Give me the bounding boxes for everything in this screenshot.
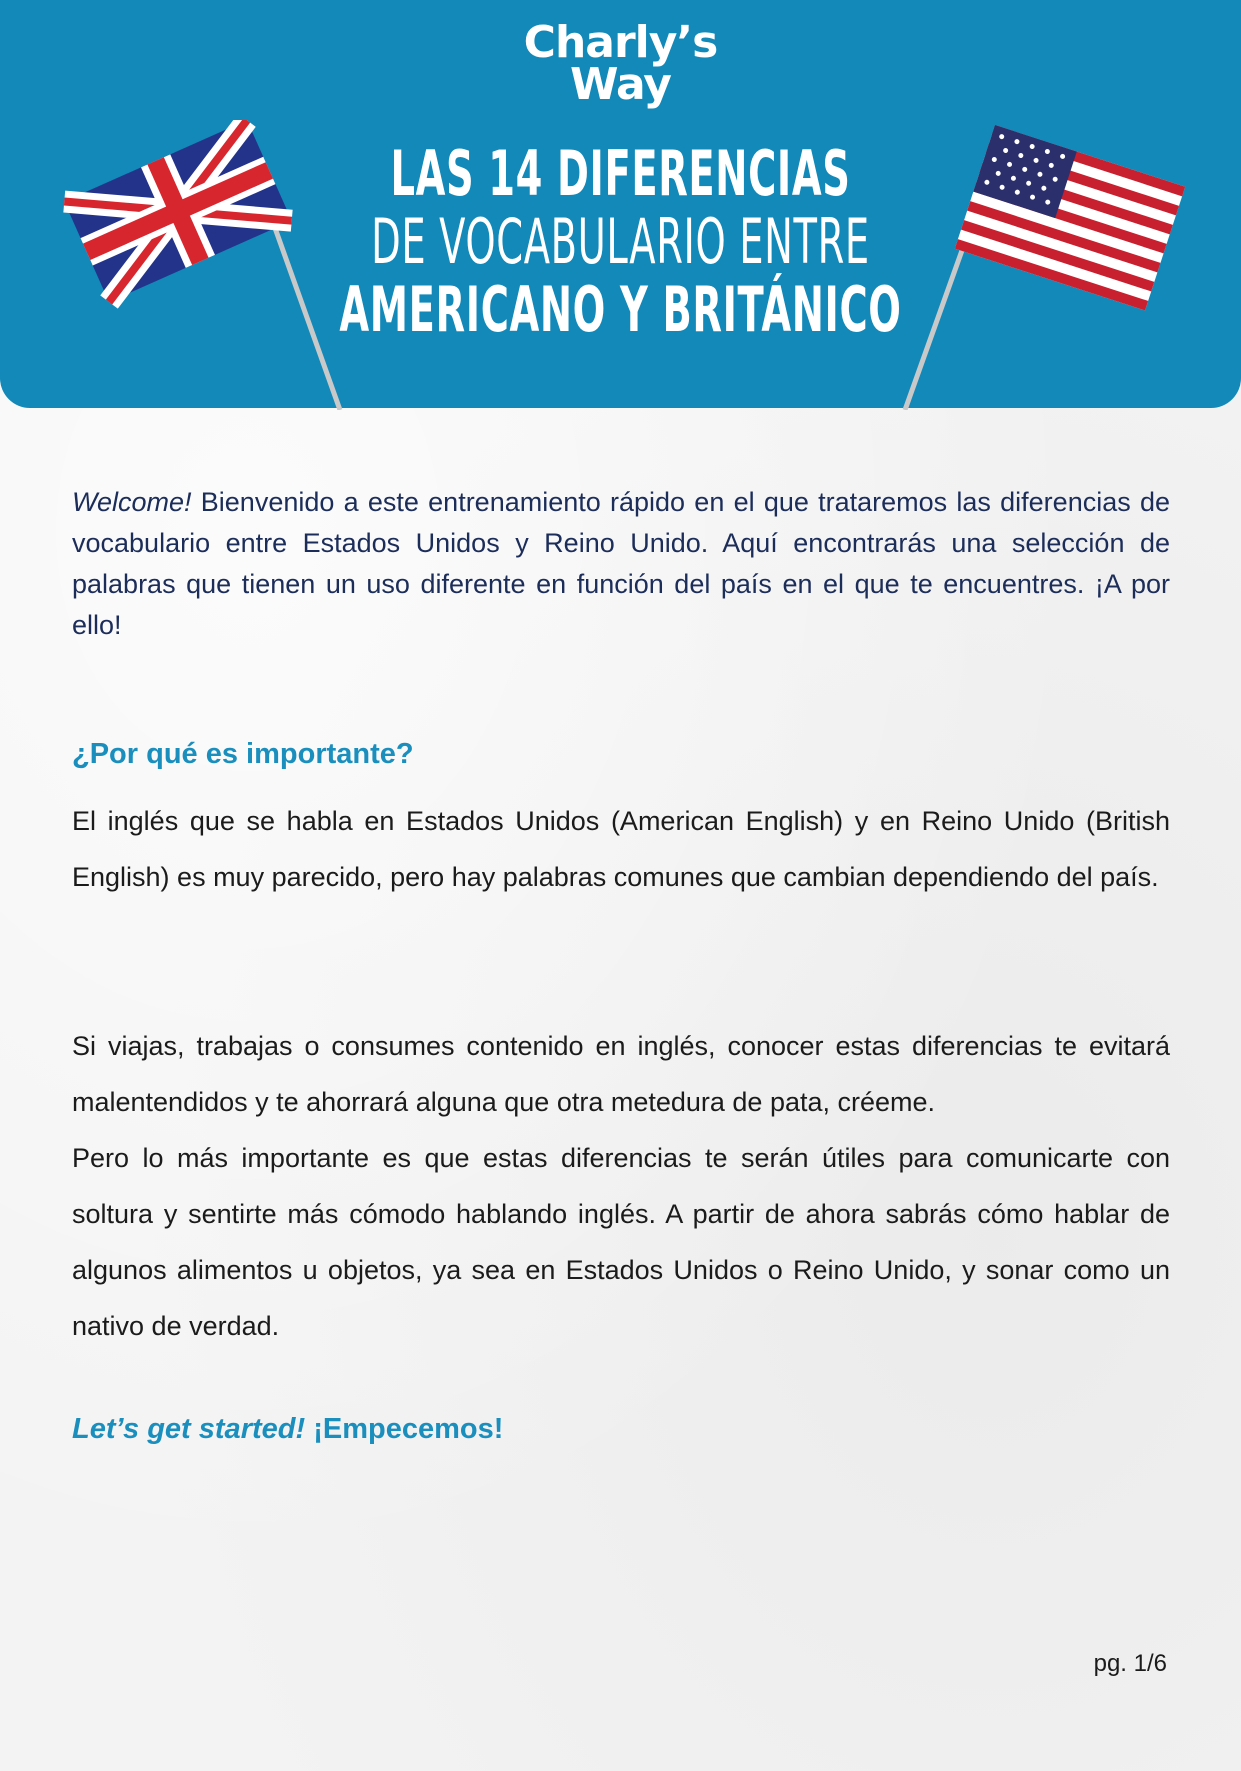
page-number: pg. 1/6 xyxy=(1093,1650,1167,1677)
paragraph-1: El inglés que se habla en Estados Unidos (American English) y en Reino Unido (British English) es muy parecido, pero hay palabras comunes que cambian dependiendo del país. xyxy=(72,806,1170,892)
intro-text: Bienvenido a este entrenamiento rápido en el que trataremos las diferencias de vocabulario entre Estados Unidos y Reino Unido. Aquí encontrarás una selección de palabras que tienen un uso diferente en función del país en el que te encuentres. ¡A por ello! xyxy=(72,487,1170,640)
intro-welcome: Welcome! xyxy=(72,487,192,517)
header-banner xyxy=(0,0,1241,408)
logo-line-2: Way xyxy=(570,59,671,110)
paragraph-2: Si viajas, trabajas o consumes contenido en inglés, conocer estas diferencias te evitará malentendidos y te ahorrará alguna que otra metedura de pata, créeme. xyxy=(72,1031,1170,1117)
logo-line-1: Charly’s xyxy=(523,17,718,68)
us-flag-icon xyxy=(895,120,1205,410)
cta-spanish: ¡Empecemos! xyxy=(305,1413,504,1445)
call-to-action xyxy=(72,1413,1170,1446)
intro-paragraph xyxy=(72,482,1170,646)
charlys-way-logo xyxy=(0,17,1241,110)
cta-english: Let’s get started! xyxy=(72,1413,306,1445)
paragraph-3: Pero lo más importante es que estas diferencias te serán útiles para comunicarte con soltura y sentirte más cómodo hablando inglés. A partir de ahora sabrás cómo hablar de algunos alimentos u objetos, ya sea en Estados Unidos o Reino Unido, y sonar como un nativo de verdad. xyxy=(72,1143,1170,1341)
title-line-2: DE VOCABULARIO ENTRE xyxy=(371,205,870,278)
section-heading: ¿Por qué es importante? xyxy=(72,738,414,770)
title-line-3: AMERICANO Y BRITÁNICO xyxy=(339,273,902,346)
uk-flag-icon xyxy=(40,120,350,410)
title-line-1: LAS 14 DIFERENCIAS xyxy=(390,137,851,210)
